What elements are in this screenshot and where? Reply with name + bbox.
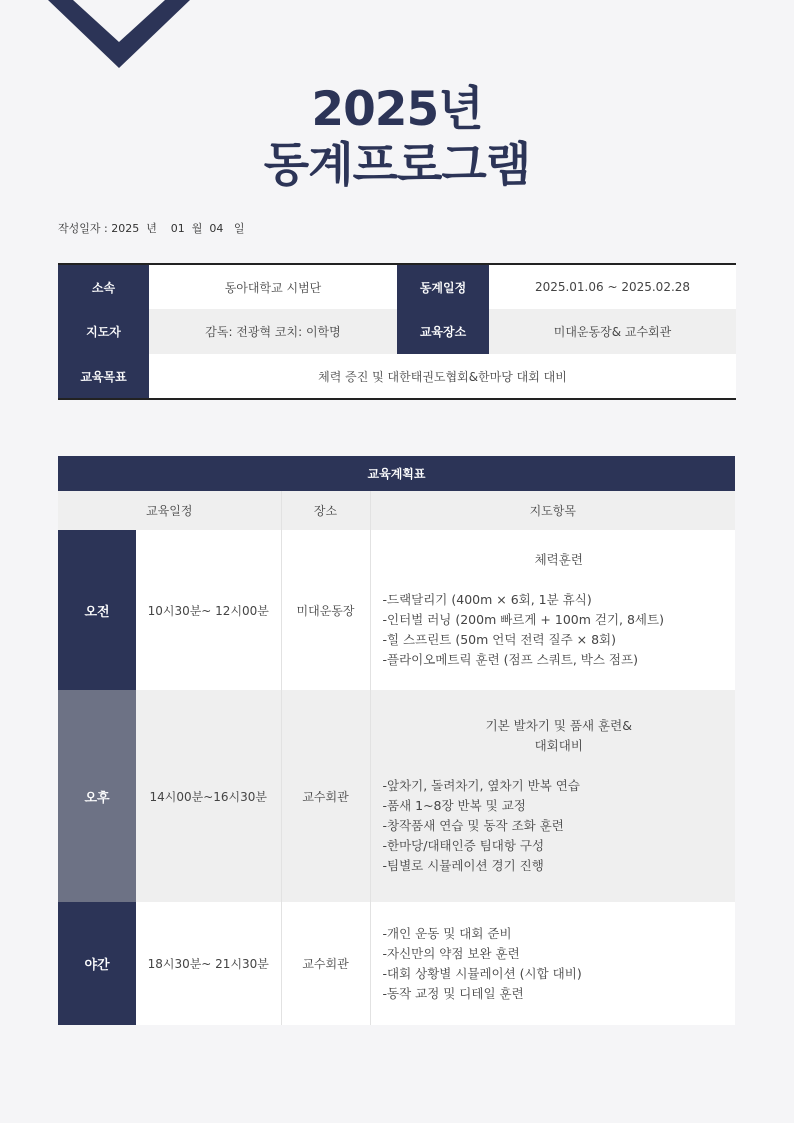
col-header-place: 장소 [281, 491, 370, 530]
list-item: -팀별로 시뮬레이션 경기 진행 [382, 858, 544, 873]
instructor-label: 지도자 [58, 309, 149, 354]
info-row [58, 354, 736, 399]
place-value: 미대운동장& 교수회관 [489, 309, 736, 354]
list-item: -앞차기, 돌려차기, 옆차기 반복 연습 [382, 778, 580, 793]
page-title [0, 82, 794, 194]
time-cell: 10시30분~ 12시00분 [136, 530, 281, 690]
items-cell [370, 690, 735, 902]
col-header-schedule: 교육일정 [58, 491, 281, 530]
period-label: 오전 [58, 530, 136, 690]
place-cell: 미대운동장 [281, 530, 370, 690]
items-heading: 체력훈련 [534, 552, 583, 567]
list-item: -힐 스프린트 (50m 언덕 전력 질주 × 8회) [382, 632, 616, 647]
list-item: -드랙달리기 (400m × 6회, 1분 휴식) [382, 592, 592, 607]
list-item: -인터벌 러닝 (200m 빠르게 + 100m 걷기, 8세트) [382, 612, 664, 627]
place-cell: 교수회관 [281, 902, 370, 1025]
period-label: 야간 [58, 902, 136, 1025]
goal-label: 교육목표 [58, 354, 149, 399]
place-cell: 교수회관 [281, 690, 370, 902]
table-row [58, 690, 735, 902]
items-cell [370, 902, 735, 1025]
period-label: 오후 [58, 690, 136, 902]
plan-caption: 교육계획표 [58, 456, 735, 491]
table-row [58, 902, 735, 1025]
items-heading: 기본 발차기 및 품새 훈련& [485, 718, 632, 733]
info-row [58, 264, 736, 309]
info-table [58, 263, 736, 400]
list-item: -한마당/대태인증 팀대항 구성 [382, 838, 545, 853]
title-program: 동계프로그램 [263, 138, 531, 193]
period-label: 동계일정 [397, 264, 489, 309]
affiliation-value: 동아대학교 시범단 [149, 264, 397, 309]
goal-value: 체력 증진 및 대한태권도협회&한마당 대회 대비 [149, 354, 736, 399]
info-row [58, 309, 736, 354]
col-header-items: 지도항목 [370, 491, 735, 530]
plan-table [58, 456, 735, 1025]
list-item: -개인 운동 및 대회 준비 [382, 925, 512, 941]
period-value: 2025.01.06 ~ 2025.02.28 [489, 264, 736, 309]
list-item: -동작 교정 및 디테일 훈련 [382, 985, 524, 1001]
items-cell [370, 530, 735, 690]
affiliation-label: 소속 [58, 264, 149, 309]
list-item: -플라이오메트릭 훈련 (점프 스쿼트, 박스 점프) [382, 652, 638, 667]
list-item: -대회 상황별 시뮬레이션 (시합 대비) [382, 965, 582, 981]
list-item: -품새 1~8장 반복 및 교정 [382, 798, 526, 813]
list-item: -자신만의 약점 보완 훈련 [382, 945, 520, 961]
time-cell: 18시30분~ 21시30분 [136, 902, 281, 1025]
written-date: 작성일자 : 2025 년 01 월 04 일 [58, 222, 245, 235]
chevron-down-icon [48, 0, 190, 68]
instructor-value: 감독: 전광혁 코치: 이학명 [149, 309, 397, 354]
table-row [58, 530, 735, 690]
place-label: 교육장소 [397, 309, 489, 354]
list-item: -창작품새 연습 및 동작 조화 훈련 [382, 818, 564, 833]
title-year: 2025년 [311, 82, 483, 137]
time-cell: 14시00분~16시30분 [136, 690, 281, 902]
items-heading-sub: 대회대비 [534, 738, 583, 753]
